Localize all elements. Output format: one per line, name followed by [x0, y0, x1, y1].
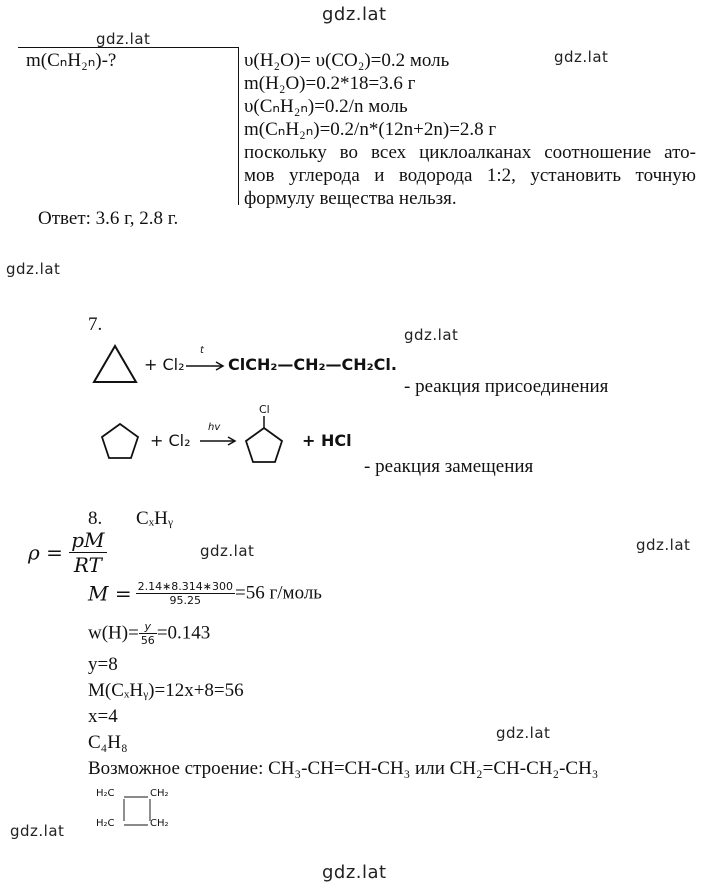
task8-line-x: x=4	[88, 706, 118, 727]
wh-num: y	[139, 620, 157, 634]
watermark-right-mid: gdz.lat	[636, 536, 691, 554]
rho-fraction	[69, 528, 106, 577]
m-result: =56 г/моль	[235, 582, 322, 604]
m-fraction	[136, 580, 235, 607]
rho-num: pM	[71, 528, 105, 552]
cyclopropane-icon	[92, 344, 138, 384]
task8-line-structure: Возможное строение: CH₃-CH=CH-CH₃ или CH₂=CH-CH₂-CH₃	[88, 758, 599, 779]
solution-line-4: m(CₙH₂ₙ)=0.2/n*(12n+2n)=2.8 г	[244, 119, 497, 140]
task7-number: 7.	[88, 314, 103, 335]
r2-byproduct: + HCl	[302, 431, 352, 450]
wh-formula	[88, 620, 210, 647]
r2-condition: hv	[208, 422, 221, 433]
watermark-left-bottom: gdz.lat	[10, 822, 65, 840]
wh-den: 56	[140, 634, 155, 647]
cyclobutane-bonds-icon	[120, 795, 154, 829]
solution-line-1: υ(H₂O)= υ(CO₂)=0.2 моль	[244, 50, 450, 71]
ring-label-tr: CH₂	[150, 788, 169, 799]
r1-note: - реакция присоединения	[404, 376, 609, 397]
r1-condition: t	[200, 345, 204, 356]
rho-lhs: ρ =	[28, 540, 63, 565]
r2-product-atom: Cl	[259, 403, 270, 416]
rho-den: RT	[73, 553, 102, 577]
watermark-top: gdz.lat	[322, 4, 387, 25]
task8-line-y: y=8	[88, 654, 118, 675]
solution-line-2: m(H₂O)=0.2*18=3.6 г	[244, 73, 416, 94]
cyclopentane-icon	[100, 422, 140, 460]
m-den: 95.25	[169, 594, 202, 607]
wh-fraction	[139, 620, 157, 647]
ring-label-br: CH₂	[150, 818, 169, 829]
watermark-c4h8: gdz.lat	[496, 724, 551, 742]
watermark-left-mid: gdz.lat	[6, 260, 61, 278]
m-formula	[88, 580, 322, 607]
wh-result: =0.143	[156, 622, 211, 644]
m-lhs: M =	[88, 581, 132, 606]
given-find: m(CₙH₂ₙ)-?	[26, 50, 117, 71]
rho-formula	[28, 528, 107, 577]
task8-number: 8.	[88, 508, 103, 529]
solution-line-7: формулу вещества нельзя.	[244, 188, 457, 209]
watermark-task7: gdz.lat	[404, 326, 459, 344]
task8-line-molar: M(CₓHᵧ)=12x+8=56	[88, 680, 244, 701]
ring-label-bl: H₂C	[96, 818, 115, 829]
watermark-bottom: gdz.lat	[322, 862, 387, 883]
watermark-right-top: gdz.lat	[554, 48, 609, 66]
task8-line-c4h8: C₄H₈	[88, 732, 128, 753]
task8-formula: CₓHᵧ	[136, 508, 173, 529]
given-top-rule	[18, 47, 238, 48]
watermark-rho: gdz.lat	[200, 542, 255, 560]
r2-reagent: + Cl₂	[150, 431, 191, 450]
r2-note: - реакция замещения	[364, 456, 534, 477]
answer-line: Ответ: 3.6 г, 2.8 г.	[38, 208, 179, 229]
solution-line-3: υ(CₙH₂ₙ)=0.2/n моль	[244, 96, 408, 117]
watermark-given: gdz.lat	[96, 30, 151, 48]
wh-lhs: w(H)=	[88, 622, 139, 644]
r1-arrow-icon	[186, 361, 226, 371]
ring-label-tl: H₂C	[96, 788, 115, 799]
chlorocyclopentane-icon	[244, 416, 286, 466]
m-num: 2.14∗8.314∗300	[137, 580, 234, 593]
solution-line-6: мов углерода и водорода 1:2, установить точную	[244, 165, 696, 186]
solution-line-5: поскольку во всех циклоалканах соотношение ато-	[244, 142, 696, 163]
solution-divider	[238, 47, 239, 205]
r2-arrow-icon	[200, 436, 240, 446]
r1-reagent: + Cl₂	[144, 355, 185, 374]
r1-product: ClCH₂—CH₂—CH₂Cl.	[228, 355, 397, 374]
